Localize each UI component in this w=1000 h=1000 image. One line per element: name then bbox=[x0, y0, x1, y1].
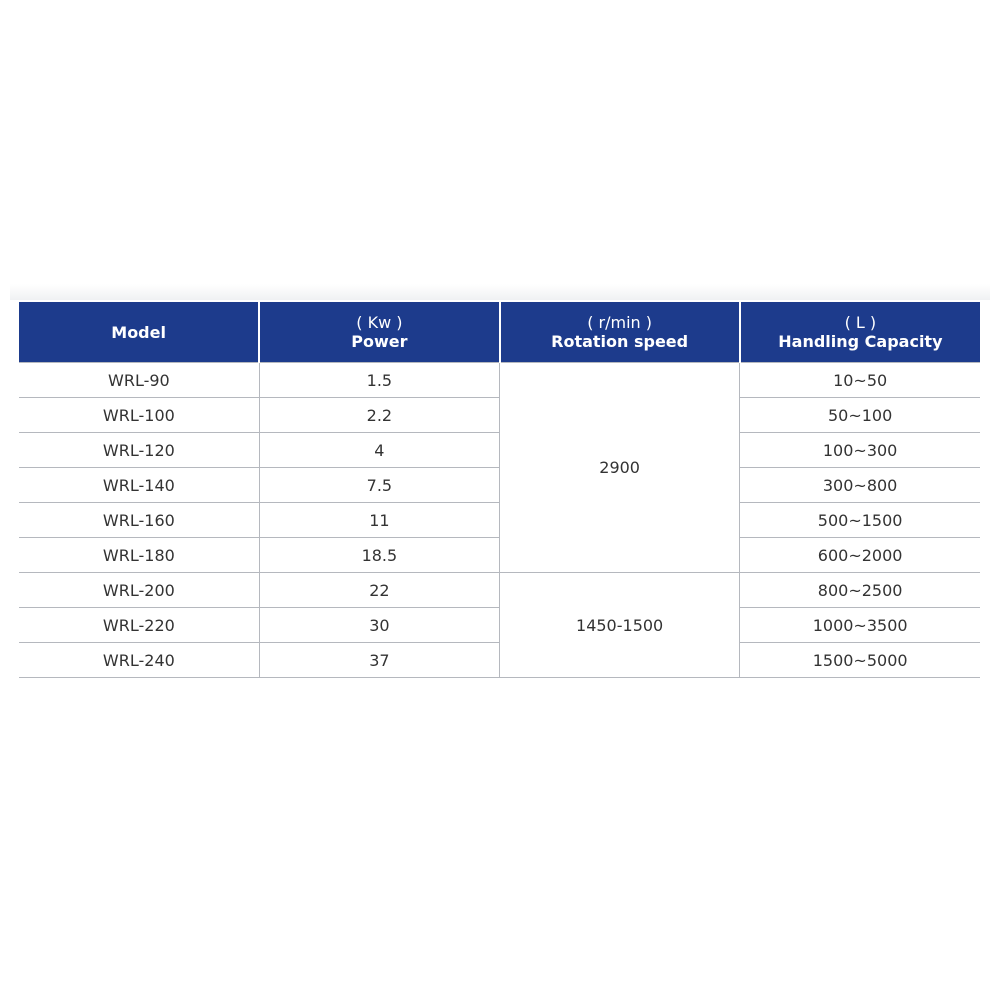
power-cell: 2.2 bbox=[259, 398, 499, 433]
power-cell: 37 bbox=[259, 643, 499, 678]
capacity-cell: 10~50 bbox=[740, 363, 980, 398]
model-cell: WRL-200 bbox=[19, 573, 259, 608]
header-handling-capacity-label: Handling Capacity bbox=[778, 332, 943, 351]
capacity-cell: 1500~5000 bbox=[740, 643, 980, 678]
capacity-cell: 500~1500 bbox=[740, 503, 980, 538]
header-rotation-speed-label: Rotation speed bbox=[551, 332, 689, 351]
power-cell: 30 bbox=[259, 608, 499, 643]
model-cell: WRL-100 bbox=[19, 398, 259, 433]
rotation-speed-cell: 1450-1500 bbox=[500, 573, 740, 678]
power-cell: 7.5 bbox=[259, 468, 499, 503]
capacity-cell: 800~2500 bbox=[740, 573, 980, 608]
power-cell: 11 bbox=[259, 503, 499, 538]
header-handling-capacity bbox=[740, 302, 980, 363]
header-handling-capacity-unit: ( L ) bbox=[844, 313, 877, 332]
power-cell: 18.5 bbox=[259, 538, 499, 573]
model-cell: WRL-120 bbox=[19, 433, 259, 468]
capacity-cell: 50~100 bbox=[740, 398, 980, 433]
spec-table bbox=[19, 302, 980, 678]
table-row bbox=[19, 573, 980, 608]
header-power-label: Power bbox=[351, 332, 408, 351]
power-cell: 22 bbox=[259, 573, 499, 608]
model-cell: WRL-180 bbox=[19, 538, 259, 573]
header-rotation-speed bbox=[500, 302, 740, 363]
power-cell: 4 bbox=[259, 433, 499, 468]
capacity-cell: 600~2000 bbox=[740, 538, 980, 573]
rotation-speed-cell: 2900 bbox=[500, 363, 740, 573]
model-cell: WRL-160 bbox=[19, 503, 259, 538]
capacity-cell: 1000~3500 bbox=[740, 608, 980, 643]
capacity-cell: 100~300 bbox=[740, 433, 980, 468]
header-power bbox=[259, 302, 499, 363]
header-row bbox=[19, 302, 980, 363]
model-cell: WRL-220 bbox=[19, 608, 259, 643]
header-model bbox=[19, 302, 259, 363]
model-cell: WRL-140 bbox=[19, 468, 259, 503]
model-cell: WRL-90 bbox=[19, 363, 259, 398]
power-cell: 1.5 bbox=[259, 363, 499, 398]
top-shadow-band bbox=[10, 284, 990, 300]
header-model-label: Model bbox=[111, 322, 166, 342]
model-cell: WRL-240 bbox=[19, 643, 259, 678]
header-rotation-speed-unit: ( r/min ) bbox=[587, 313, 653, 332]
capacity-cell: 300~800 bbox=[740, 468, 980, 503]
table-row bbox=[19, 363, 980, 398]
header-power-unit: ( Kw ) bbox=[356, 313, 403, 332]
